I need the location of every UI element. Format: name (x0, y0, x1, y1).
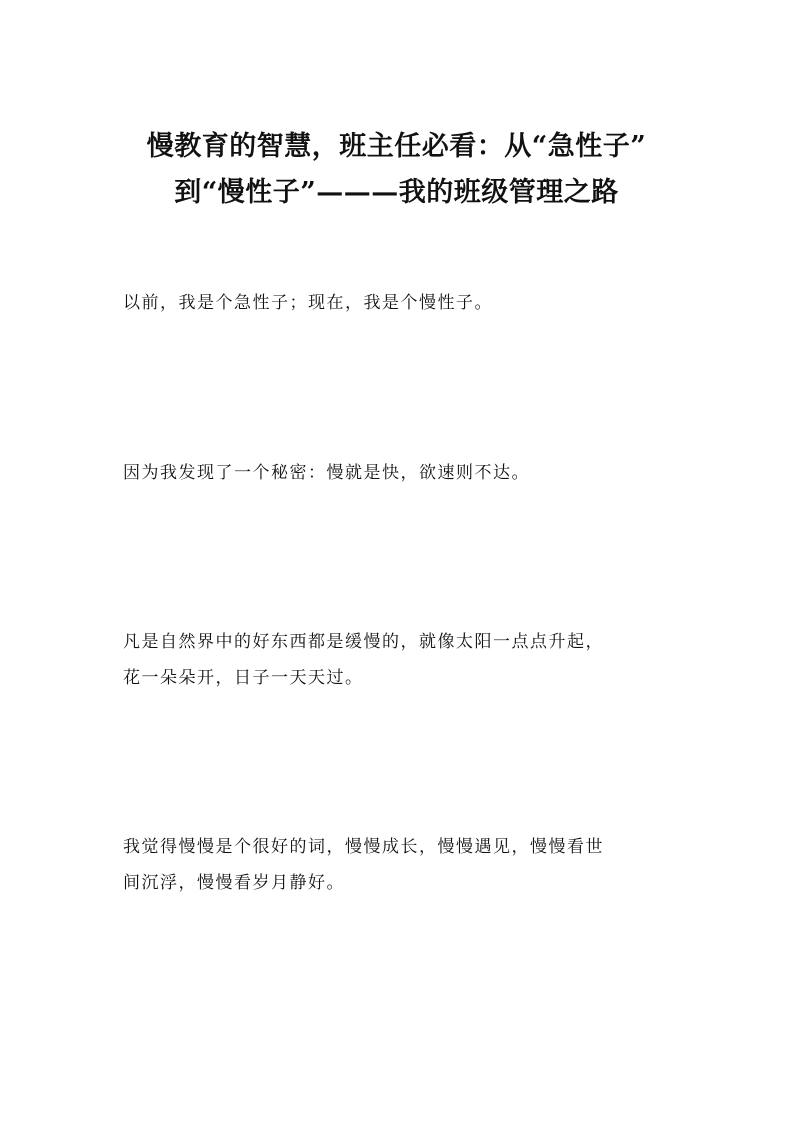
paragraph-4-line-2: 间沉浮，慢慢看岁月静好。 (123, 873, 345, 893)
paragraph-3-line-2: 花一朵朵开，日子一天天过。 (123, 668, 364, 688)
paragraph-3-line-1: 凡是自然界中的好东西都是缓慢的，就像太阳一点点升起， (123, 632, 604, 652)
paragraph-4-line-1: 我觉得慢慢是个很好的词，慢慢成长，慢慢遇见，慢慢看世 (123, 837, 604, 857)
paragraph-2-line-1: 因为我发现了一个秘密：慢就是快，欲速则不达。 (123, 463, 530, 483)
title-line-1: 慢教育的智慧，班主任必看：从“急性子” (146, 131, 647, 162)
paragraph-1 (123, 285, 683, 321)
paragraph-1-line-1: 以前，我是个急性子；现在，我是个慢性子。 (123, 293, 493, 313)
document-title (110, 124, 683, 216)
paragraph-4 (123, 829, 683, 901)
paragraph-2 (123, 455, 683, 491)
paragraph-3 (123, 624, 683, 696)
title-line-2: 到“慢性子”———我的班级管理之路 (174, 177, 619, 208)
